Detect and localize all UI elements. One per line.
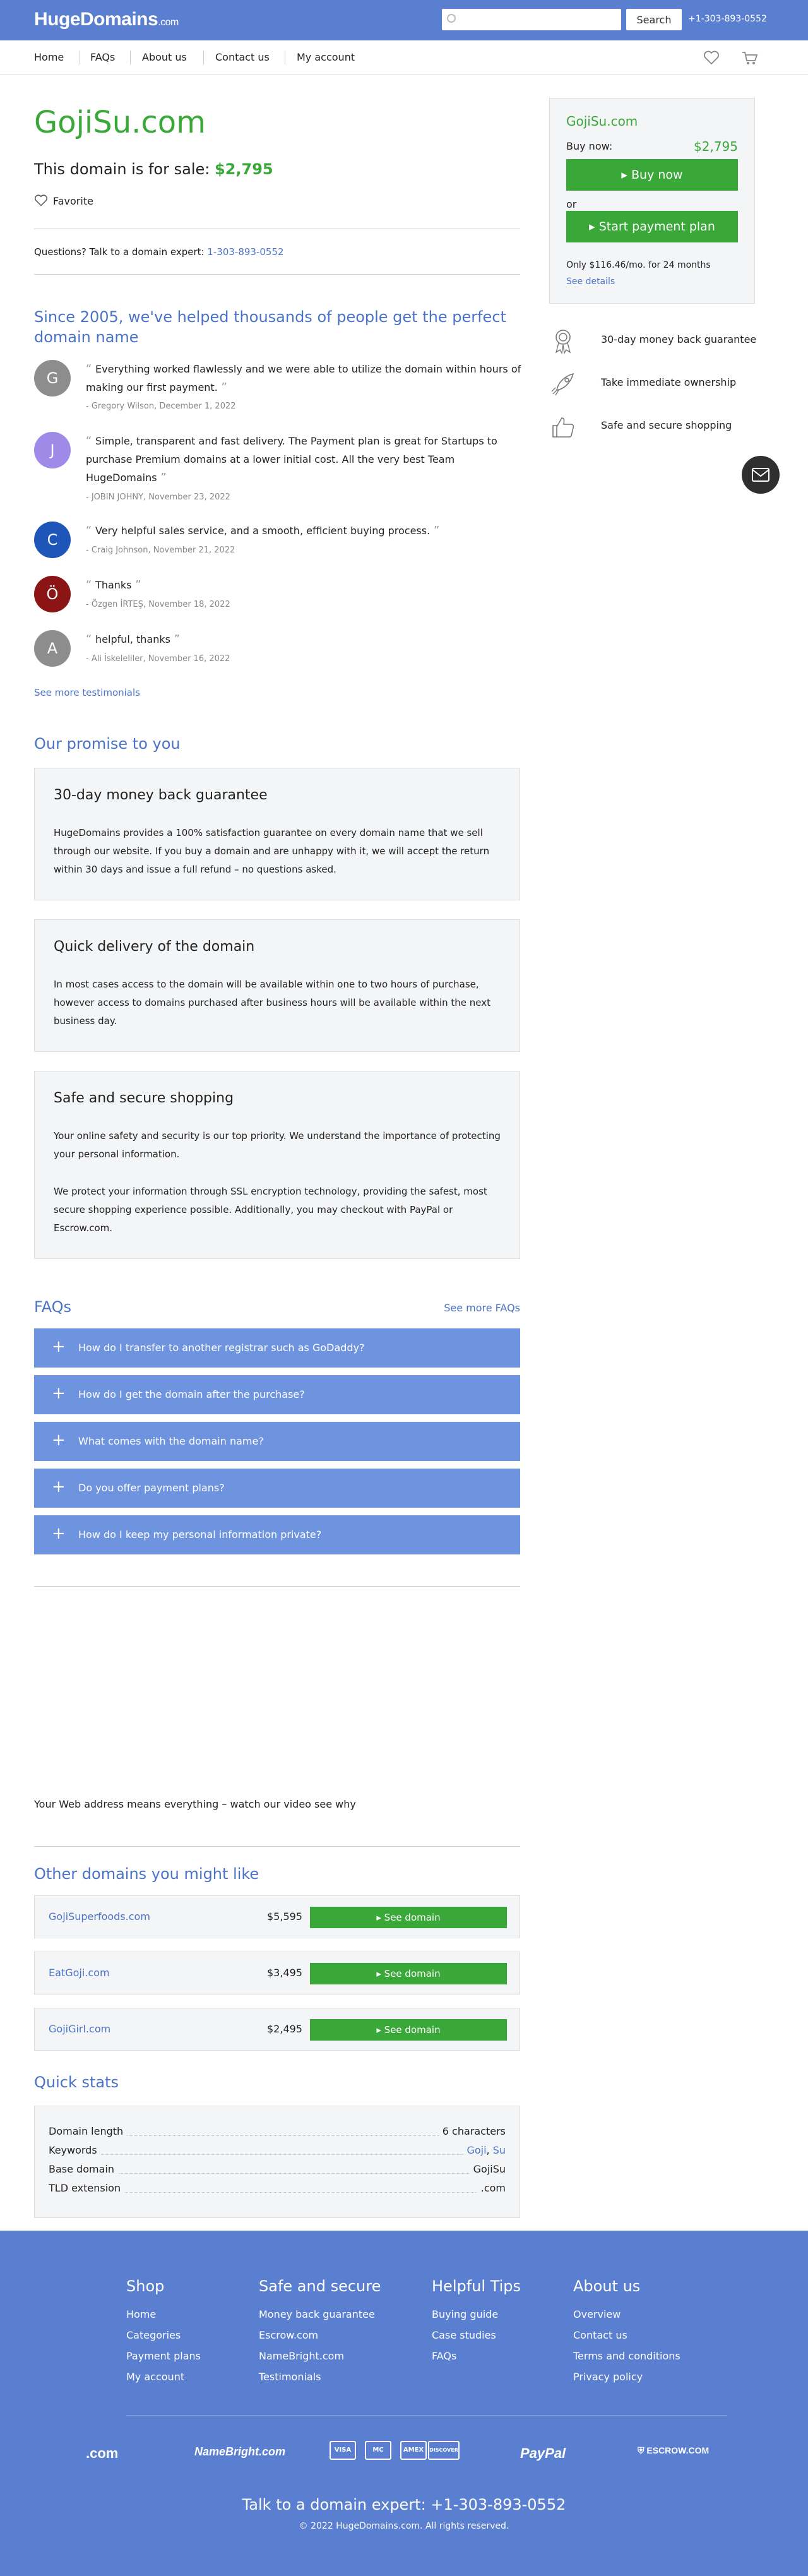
promise-box bbox=[34, 919, 520, 1052]
stat-row bbox=[49, 2163, 506, 2181]
top-bar bbox=[0, 0, 808, 40]
copyright: © 2022 HugeDomains.com. All rights reserved. bbox=[299, 2521, 509, 2531]
promise-title: Quick delivery of the domain bbox=[54, 939, 255, 955]
see-domain-button[interactable]: ▸ See domain bbox=[310, 2019, 507, 2041]
faqs-heading: FAQs bbox=[34, 1298, 71, 1316]
testimonial-text: “ Very helpful sales service, and a smooth, efficient buying process. ” bbox=[86, 524, 440, 537]
see-more-testimonials-link[interactable]: See more testimonials bbox=[34, 687, 140, 698]
video-caption: Your Web address means everything – watch our video see why bbox=[34, 1798, 356, 1810]
see-domain-button[interactable]: ▸ See domain bbox=[310, 1963, 507, 1984]
promise-text: We protect your information through SSL encryption technology, providing the safest, most secure shopping experience possible. Additionally, you may checkout with PayPal or Escrow.com. bbox=[54, 1186, 487, 1234]
stat-value: 6 characters bbox=[439, 2125, 506, 2137]
for-sale-text: This domain is for sale: bbox=[34, 160, 210, 178]
plus-icon: + bbox=[52, 1384, 66, 1403]
footer bbox=[0, 2231, 808, 2576]
testimonial-quote: Simple, transparent and fast delivery. The Payment plan is great for Startups to purchase Premium domains at a lower initial cost. All the very best Team HugeDomains bbox=[86, 435, 497, 484]
promise-box bbox=[34, 1071, 520, 1259]
footer-link[interactable]: Payment plans bbox=[126, 2350, 201, 2362]
faq-question: Do you offer payment plans? bbox=[78, 1482, 225, 1494]
buy-box bbox=[549, 98, 755, 304]
stat-key: TLD extension bbox=[49, 2182, 124, 2194]
other-domain-link[interactable]: GojiSuperfoods.com bbox=[49, 1911, 150, 1923]
other-domain-price: $3,495 bbox=[267, 1967, 302, 1979]
testimonial-author: - Özgen İRTEŞ, November 18, 2022 bbox=[86, 600, 230, 609]
plus-icon: + bbox=[52, 1337, 66, 1356]
buy-now-button[interactable]: ▸ Buy now bbox=[566, 159, 738, 191]
rocket-icon bbox=[549, 370, 577, 398]
avatar: J bbox=[34, 432, 71, 468]
testimonial-text: “ Simple, transparent and fast delivery. The Payment plan is great for Startups to purchase Premium domains at a lower initial cost. All the very best Team HugeDomains ” bbox=[86, 434, 497, 484]
questions-line bbox=[34, 246, 284, 258]
heart-icon[interactable] bbox=[703, 51, 720, 66]
footer-column-shop bbox=[126, 2277, 201, 2387]
shield-icon: ⛨ bbox=[638, 2445, 647, 2455]
footer-column-safe bbox=[259, 2277, 381, 2387]
footer-column-title: Helpful Tips bbox=[432, 2277, 521, 2295]
nav-account[interactable]: My account bbox=[297, 51, 355, 63]
other-domain-price: $2,495 bbox=[267, 2023, 302, 2035]
stat-row bbox=[49, 2144, 506, 2162]
other-domain-row bbox=[34, 1895, 520, 1938]
faq-item[interactable] bbox=[34, 1422, 520, 1461]
search-icon bbox=[447, 14, 456, 23]
other-domain-price: $5,595 bbox=[267, 1911, 302, 1923]
footer-link[interactable]: Escrow.com bbox=[259, 2329, 319, 2341]
dotcom-logo: .com bbox=[86, 2445, 119, 2461]
footer-column-about bbox=[573, 2277, 680, 2387]
other-domain-row bbox=[34, 2008, 520, 2051]
footer-link[interactable]: Overview bbox=[573, 2308, 621, 2320]
nav-home[interactable]: Home bbox=[34, 51, 64, 63]
discover-icon: DISCOVER bbox=[428, 2441, 460, 2460]
other-domain-link[interactable]: EatGoji.com bbox=[49, 1967, 110, 1979]
footer-link[interactable]: FAQs bbox=[432, 2350, 457, 2362]
faq-question: What comes with the domain name? bbox=[78, 1435, 264, 1447]
badge-icon bbox=[549, 327, 577, 355]
stat-key: Base domain bbox=[49, 2163, 118, 2175]
avatar: C bbox=[34, 522, 71, 558]
questions-phone-link[interactable]: 1-303-893-0552 bbox=[207, 246, 284, 258]
promise-title: 30-day money back guarantee bbox=[54, 787, 268, 803]
footer-link[interactable]: Testimonials bbox=[259, 2371, 321, 2383]
quick-stats-box bbox=[34, 2106, 520, 2218]
faq-question: How do I transfer to another registrar such as GoDaddy? bbox=[78, 1342, 365, 1354]
keyword-link[interactable]: Goji bbox=[466, 2144, 487, 2156]
testimonial-text: “ helpful, thanks ” bbox=[86, 633, 181, 646]
plus-icon: + bbox=[52, 1524, 66, 1543]
stat-value: .com bbox=[477, 2182, 506, 2194]
footer-link[interactable]: Home bbox=[126, 2308, 157, 2320]
for-sale-price: $2,795 bbox=[214, 160, 273, 178]
nav-divider bbox=[130, 51, 131, 64]
testimonial-author: - Gregory Wilson, December 1, 2022 bbox=[86, 402, 236, 411]
other-domain-link[interactable]: GojiGirl.com bbox=[49, 2023, 111, 2035]
promise-heading: Our promise to you bbox=[34, 735, 181, 753]
stat-value bbox=[463, 2144, 506, 2156]
testimonial-quote: helpful, thanks bbox=[95, 633, 170, 645]
nav-divider bbox=[203, 51, 204, 64]
footer-link[interactable]: NameBright.com bbox=[259, 2350, 345, 2362]
perk-label: Safe and secure shopping bbox=[601, 419, 732, 431]
or-label: or bbox=[566, 198, 577, 210]
questions-text: Questions? Talk to a domain expert: bbox=[34, 246, 205, 258]
faq-item[interactable] bbox=[34, 1375, 520, 1414]
domain-title: GojiSu.com bbox=[34, 105, 206, 140]
dotted-leader bbox=[49, 2154, 506, 2155]
testimonial-author: - Craig Johnson, November 21, 2022 bbox=[86, 546, 235, 555]
footer-column-title: Shop bbox=[126, 2277, 165, 2295]
testimonial-author: - JOBIN JOHNY, November 23, 2022 bbox=[86, 492, 230, 502]
see-more-faqs-link[interactable]: See more FAQs bbox=[444, 1302, 520, 1314]
faq-question: How do I keep my personal information private? bbox=[78, 1529, 322, 1541]
keyword-link[interactable]: Su bbox=[492, 2144, 506, 2156]
divider bbox=[34, 274, 520, 275]
logo[interactable] bbox=[34, 9, 179, 30]
other-domains-heading: Other domains you might like bbox=[34, 1865, 259, 1883]
nav-faqs[interactable]: FAQs bbox=[90, 51, 116, 63]
quick-stats-heading: Quick stats bbox=[34, 2073, 119, 2091]
promise-text: HugeDomains provides a 100% satisfaction guarantee on every domain name that we sell through our website. If you buy a domain and are unhappy with it, we will accept the return within 30 days and issue a full refund – no questions asked. bbox=[54, 827, 490, 875]
faq-question: How do I get the domain after the purchase? bbox=[78, 1388, 305, 1400]
footer-link[interactable]: Privacy policy bbox=[573, 2371, 643, 2383]
testimonial-text: “ Everything worked flawlessly and we were able to utilize the domain within hours of making our first payment. ” bbox=[86, 362, 521, 394]
faq-item[interactable] bbox=[34, 1469, 520, 1508]
paypal-logo: PayPal bbox=[520, 2445, 566, 2461]
perk-label: 30-day money back guarantee bbox=[601, 333, 757, 345]
buy-now-label: Buy now: bbox=[566, 140, 613, 152]
footer-link[interactable]: Buying guide bbox=[432, 2308, 499, 2320]
footer-column-title: Safe and secure bbox=[259, 2277, 381, 2295]
favorite-label: Favorite bbox=[53, 195, 93, 207]
other-domain-row bbox=[34, 1952, 520, 1995]
faq-item[interactable] bbox=[34, 1328, 520, 1368]
favorite-button[interactable] bbox=[34, 194, 93, 207]
cart-icon[interactable] bbox=[741, 51, 759, 66]
nav-about[interactable]: About us bbox=[142, 51, 187, 63]
thumbs-up-icon bbox=[549, 413, 577, 441]
search-button[interactable]: Search bbox=[626, 9, 682, 30]
testimonial-quote: Everything worked flawlessly and we were able to utilize the domain within hours of making our first payment. bbox=[86, 363, 521, 393]
stat-key: Domain length bbox=[49, 2125, 127, 2137]
buy-box-price: $2,795 bbox=[694, 139, 738, 154]
plus-icon: + bbox=[52, 1431, 66, 1450]
for-sale-line bbox=[34, 160, 273, 178]
faq-item[interactable] bbox=[34, 1515, 520, 1554]
testimonials-heading: Since 2005, we've helped thousands of people get the perfect domain name bbox=[34, 308, 506, 346]
promise-text: Your online safety and security is our top priority. We understand the importance of protecting your personal information. bbox=[54, 1130, 501, 1160]
avatar: A bbox=[34, 630, 71, 667]
plus-icon: + bbox=[52, 1477, 66, 1496]
footer-link[interactable]: Contact us bbox=[573, 2329, 627, 2341]
perk-label: Take immediate ownership bbox=[601, 376, 737, 388]
heart-icon bbox=[34, 194, 48, 207]
footer-link[interactable]: Terms and conditions bbox=[573, 2350, 680, 2362]
promise-box bbox=[34, 768, 520, 900]
testimonial-quote: Very helpful sales service, and a smooth, efficient buying process. bbox=[95, 525, 431, 537]
perk bbox=[549, 325, 764, 356]
stat-row bbox=[49, 2182, 506, 2200]
promise-title: Safe and secure shopping bbox=[54, 1090, 234, 1106]
footer-column-title: About us bbox=[573, 2277, 641, 2295]
logo-suffix: .com bbox=[158, 17, 179, 28]
footer-link[interactable]: Money back guarantee bbox=[259, 2308, 375, 2320]
escrow-logo bbox=[638, 2445, 709, 2456]
header-phone[interactable]: +1-303-893-0552 bbox=[688, 14, 767, 24]
start-payment-plan-button[interactable]: ▸ Start payment plan bbox=[566, 211, 738, 242]
logo-text: HugeDomains bbox=[34, 9, 158, 30]
search-input[interactable] bbox=[442, 9, 621, 30]
amex-icon: AMEX bbox=[400, 2441, 427, 2460]
testimonial-author: - Ali İskeleliler, November 16, 2022 bbox=[86, 654, 230, 664]
namebright-logo: NameBright.com bbox=[194, 2445, 286, 2458]
buy-box-title: GojiSu.com bbox=[566, 114, 638, 129]
footer-column-tips bbox=[432, 2277, 521, 2366]
footer-talk-to-expert[interactable]: Talk to a domain expert: +1-303-893-0552 bbox=[242, 2496, 566, 2513]
see-domain-button[interactable]: ▸ See domain bbox=[310, 1907, 507, 1928]
promise-text: In most cases access to the domain will be available within one to two hours of purchase, however access to domains purchased after business hours will be available within the next business day. bbox=[54, 979, 491, 1027]
footer-divider bbox=[126, 2415, 727, 2416]
mail-icon bbox=[752, 468, 769, 482]
divider bbox=[34, 1586, 520, 1587]
testimonial-text: “ Thanks ” bbox=[86, 578, 141, 592]
stat-value: GojiSu bbox=[470, 2163, 506, 2175]
main-nav bbox=[0, 40, 808, 75]
escrow-text: ESCROW.COM bbox=[646, 2445, 710, 2455]
footer-link[interactable]: My account bbox=[126, 2371, 185, 2383]
stat-row bbox=[49, 2125, 506, 2143]
visa-icon: VISA bbox=[330, 2441, 356, 2460]
testimonial-quote: Thanks bbox=[95, 579, 132, 591]
footer-link[interactable]: Case studies bbox=[432, 2329, 496, 2341]
footer-link[interactable]: Categories bbox=[126, 2329, 181, 2341]
stat-key: Keywords bbox=[49, 2144, 101, 2156]
contact-mail-button[interactable] bbox=[742, 456, 780, 494]
nav-contact[interactable]: Contact us bbox=[215, 51, 270, 63]
keyword-separator: , bbox=[486, 2144, 493, 2156]
perk bbox=[549, 410, 764, 442]
avatar: Ö bbox=[34, 576, 71, 612]
perk bbox=[549, 367, 764, 399]
divider bbox=[34, 1846, 520, 1847]
see-details-link[interactable]: See details bbox=[566, 277, 615, 287]
mastercard-icon: MC bbox=[365, 2441, 391, 2460]
avatar: G bbox=[34, 360, 71, 397]
monthly-price: Only $116.46/mo. for 24 months bbox=[566, 260, 711, 270]
